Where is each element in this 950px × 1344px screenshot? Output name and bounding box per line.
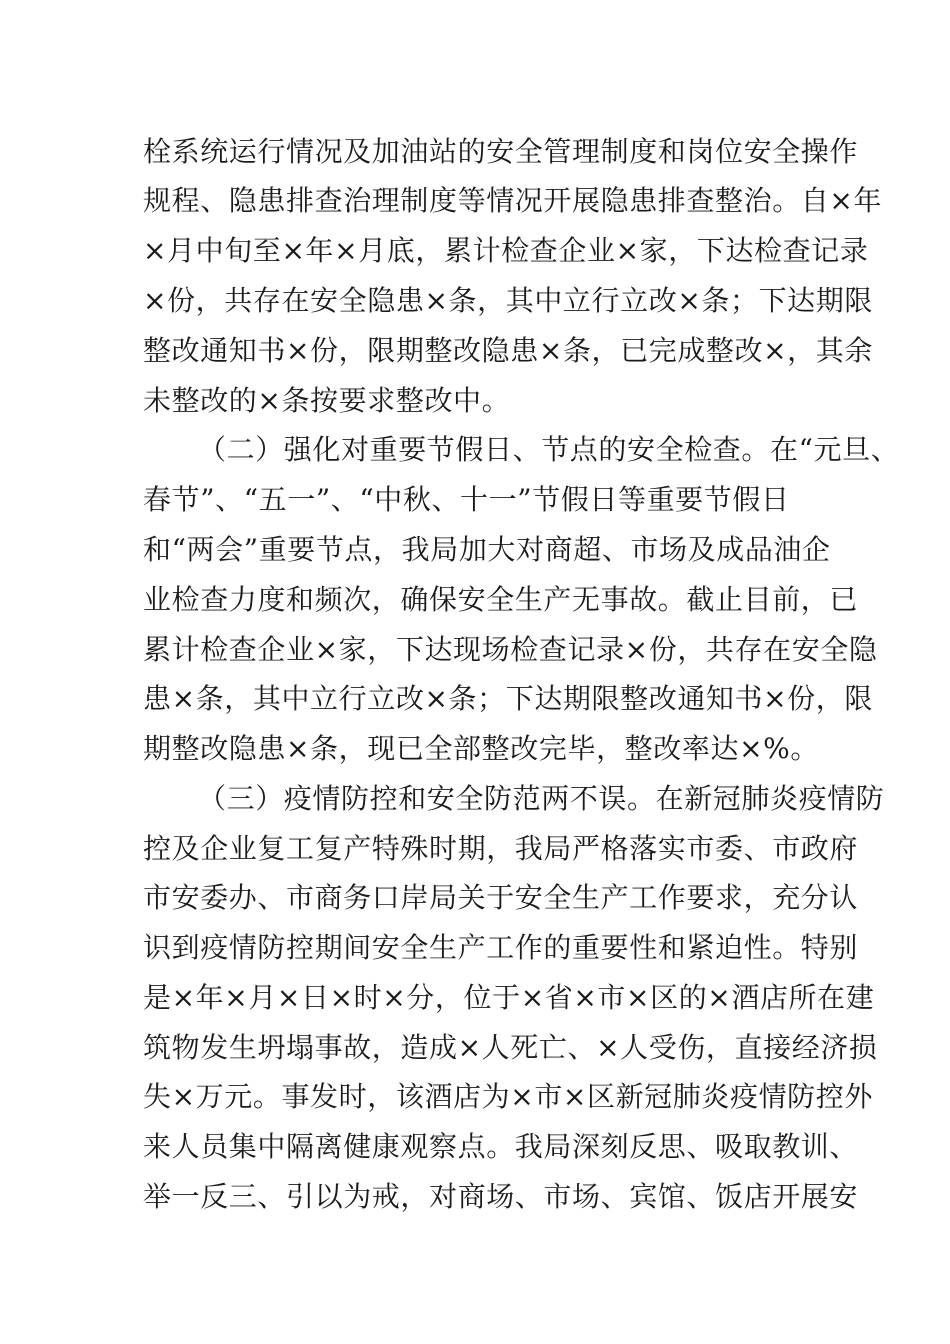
text-line: 市安委办、市商务口岸局关于安全生产工作要求，充分认 — [143, 881, 859, 914]
text-line: 失×万元。事发时，该酒店为×市×区新冠肺炎疫情防控外 — [143, 1080, 873, 1113]
text-line: 整改通知书×份，限期整改隐患×条，已完成整改×，其余 — [143, 334, 873, 367]
text-line: 栓系统运行情况及加油站的安全管理制度和岗位安全操作 — [143, 135, 859, 168]
text-line: 未整改的×条按要求整改中。 — [143, 384, 511, 417]
text-line: 控及企业复工复产特殊时期，我局严格落实市委、市政府 — [143, 832, 859, 865]
text-line: ×份，共存在安全隐患×条，其中立行立改×条；下达期限 — [143, 284, 873, 317]
text-line: 业检查力度和频次，确保安全生产无事故。截止目前，已 — [143, 583, 859, 616]
text-line: 期整改隐患×条，现已全部整改完毕，整改率达×%。 — [143, 732, 819, 765]
text-line: 规程、隐患排查治理制度等情况开展隐患排查整治。自×年 — [143, 184, 883, 217]
text-line: 识到疫情防控期间安全生产工作的重要性和紧迫性。特别 — [143, 931, 859, 964]
section-heading-line: （三）疫情防控和安全防范两不误。在新冠肺炎疫情防 — [198, 782, 885, 815]
text-line: 筑物发生坍塌事故，造成×人死亡、×人受伤，直接经济损 — [143, 1031, 878, 1064]
section-heading-line: （二）强化对重要节假日、节点的安全检查。在“元旦、 — [198, 433, 900, 466]
text-line: 患×条，其中立行立改×条；下达期限整改通知书×份，限 — [143, 682, 873, 715]
text-line: 是×年×月×日×时×分，位于×省×市×区的×酒店所在建 — [143, 981, 875, 1014]
text-line: 累计检查企业×家，下达现场检查记录×份，共存在安全隐 — [143, 633, 878, 666]
text-line: 春节”、“五一”、“中秋、十一”节假日等重要节假日 — [143, 483, 790, 516]
text-line: 举一反三、引以为戒，对商场、市场、宾馆、饭店开展安 — [143, 1180, 859, 1213]
text-line: 和“两会”重要节点，我局加大对商超、市场及成品油企 — [143, 533, 831, 566]
text-line: ×月中旬至×年×月底，累计检查企业×家，下达检查记录 — [143, 234, 869, 267]
text-line: 来人员集中隔离健康观察点。我局深刻反思、吸取教训、 — [143, 1130, 859, 1163]
